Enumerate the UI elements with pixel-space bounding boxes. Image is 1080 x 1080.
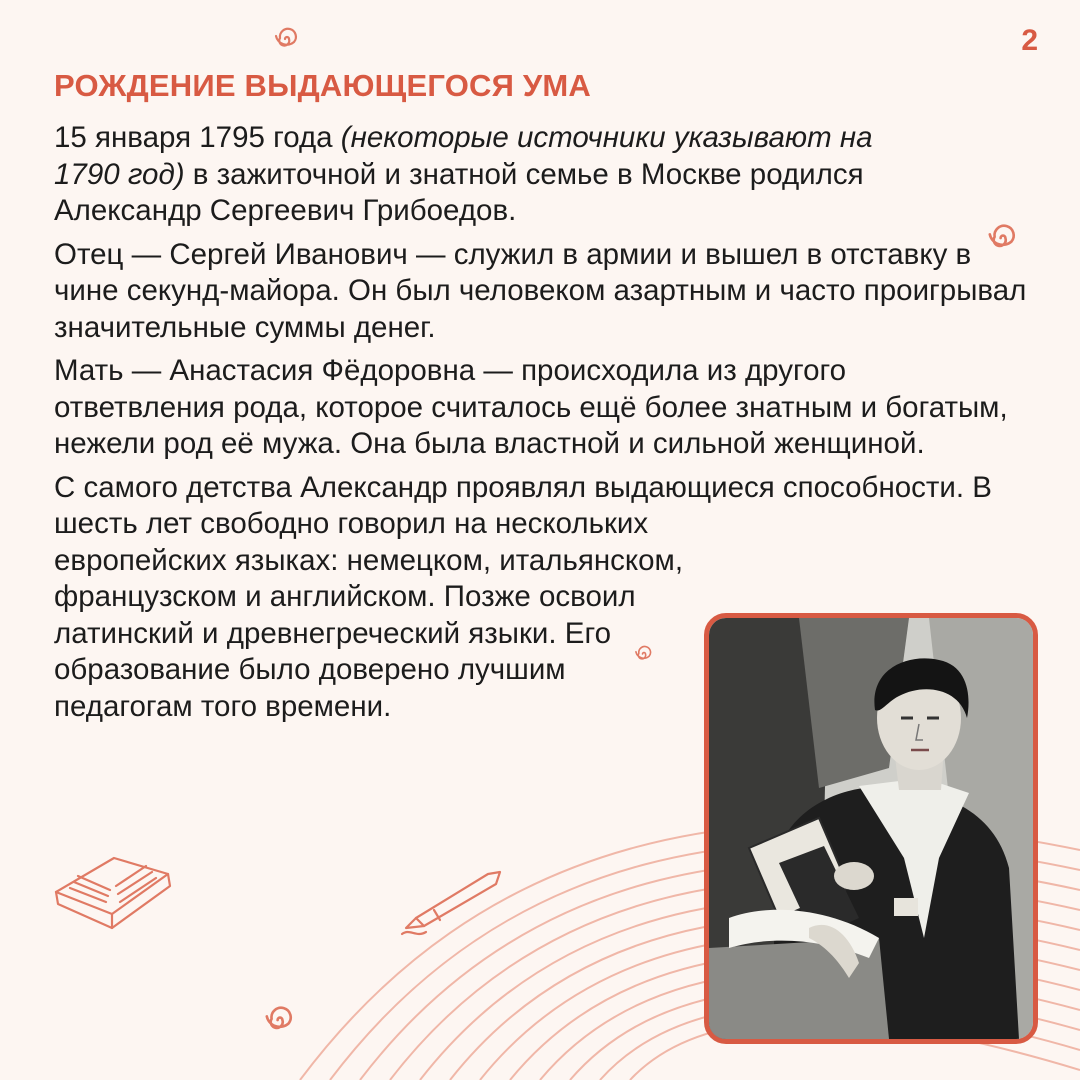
birth-year-note: (некоторые источники указывают на 1790 год) xyxy=(54,121,873,191)
page-title: РОЖДЕНИЕ ВЫДАЮЩЕГОСЯ УМА xyxy=(54,68,592,103)
open-book-icon xyxy=(48,852,183,942)
quill-pen-icon xyxy=(396,862,508,942)
spiral-icon xyxy=(272,24,302,54)
childhood-text: С самого детства Александр проявлял выдающиеся способности. В шесть лет свободно говорил на нескольких xyxy=(54,470,992,540)
childhood-text-narrow: европейских языках: немецком, итальянском, французском и английском. Позже освоил латинский и древнегреческий языки. Его образование было доверено лучшим педагогам того времени. xyxy=(54,543,684,723)
paragraph-father: Отец — Сергей Иванович — служил в армии и вышел в отставку в чине секунд-майора. Он был человеком азартным и часто проигрывал значительные суммы денег. xyxy=(54,237,1027,344)
portrait-image xyxy=(704,613,1038,1044)
spiral-icon xyxy=(262,1000,298,1040)
birth-date: 15 января 1795 года xyxy=(54,121,341,154)
paragraph-mother: Мать — Анастасия Фёдоровна — происходила из другого ответвления рода, которое считалось ещё более знатным и богатым, нежели род её мужа. Она была властной и сильной женщиной. xyxy=(54,354,1008,460)
birth-text: в зажиточной и знатной семье в Москве родился Александр Сергеевич Грибоедов. xyxy=(54,157,864,227)
page-number: 2 xyxy=(1021,24,1038,57)
paragraph-birth xyxy=(54,120,934,230)
